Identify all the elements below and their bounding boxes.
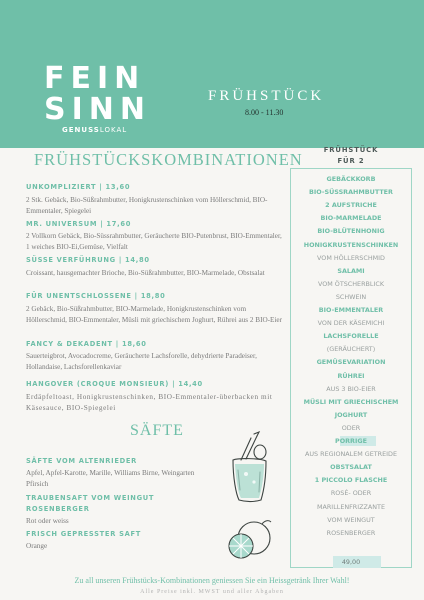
header-banner <box>0 0 424 148</box>
sidebar-item: 1 PICCOLO FLASCHE <box>314 476 388 485</box>
logo-subtitle-bold: GENUSS <box>62 126 100 134</box>
item-description: 2 Vollkorn Gebäck, Bio-Süssrahmbutter, Geräucherte BIO-Putenbrust, BIO-Emmentaler, 1 weiches BIO-Ei,Gemüse, Vielfalt <box>26 232 282 251</box>
sidebar-item: PORRIGE <box>335 437 367 445</box>
sidebar-item: SCHWEIN <box>335 292 367 301</box>
sidebar-price: 49,00 <box>341 558 361 566</box>
sidebar-item: (GERÄUCHERT) <box>326 345 376 354</box>
citrus-drawing <box>224 516 276 562</box>
item-description: Croissant, hausgemachter Brioche, Bio-Süßrahmbutter, BIO-Marmelade, Obstsalat <box>26 269 265 277</box>
footer-price-note: Alle Preise inkl. MWST und aller Abgaben <box>140 589 284 595</box>
section-title-juices: SÄFTE <box>130 422 184 439</box>
logo-subtitle <box>62 126 127 134</box>
item-title: SÄFTE VOM ALTENRIEDER <box>26 457 137 465</box>
sidebar-item: GEMÜSEVARIATION <box>316 358 386 367</box>
opening-hours: 8.00 - 11.30 <box>245 108 284 117</box>
item-description: 2 Gebäck, Bio-Süßrahmbutter, BIO-Marmelade, Honigkrustenschinken vom Höllerschmid, BIO-Emmentaler, Müsli mit griechischem Joghurt, Rührei aus 2 BIO-Eier <box>26 305 283 324</box>
sidebar-item: ODER <box>341 423 361 432</box>
sidebar-item: VON DER KÄSEMICHI <box>317 319 385 328</box>
sidebar-item: OBSTSALAT <box>330 463 372 472</box>
sidebar-item: BIO-MARMELADE <box>320 214 382 223</box>
item-title: HANGOVER (CROQUE MONSIEUR) | 14,40 <box>26 380 203 388</box>
sidebar-item: VOM ÖTSCHERBLICK <box>317 279 385 288</box>
item-title: FRISCH GEPRESSTER SAFT <box>26 530 141 538</box>
item-description: 2 Stk. Gebäck, Bio-Süßrahmbutter, Honigkrustenschinken vom Höllerschmid, BIO-Emmentaler, Spiegelei <box>26 196 268 215</box>
sidebar-item: ROSENBERGER <box>326 528 376 537</box>
juice-glass-drawing <box>224 430 274 504</box>
footer-note: Zu all unseren Frühstücks-Kombinationen geniessen Sie ein Heissgetränk Ihrer Wahl! <box>74 576 350 585</box>
item-description: Erdäpfeltoast, Honigkrustenschinken, BIO-Emmentaler-überbacken mit Käsesauce, BIO-Spiegelei <box>26 393 273 412</box>
sidebar-title-line-2: FÜR 2 <box>337 157 365 165</box>
section-title-combinations: FRÜHSTÜCKSKOMBINATIONEN <box>34 150 303 169</box>
item-title: FÜR UNENTSCHLOSSENE | 18,80 <box>26 292 166 300</box>
item-title: ROSENBERGER <box>26 505 90 513</box>
sidebar-item: MÜSLI MIT GRIECHISCHEM <box>303 397 399 406</box>
sidebar-item: VOM WEINGUT <box>327 515 375 524</box>
sidebar-item: BIO-EMMENTALER <box>318 306 384 314</box>
sidebar-item: MARILLENFRIZZANTE <box>316 502 385 511</box>
item-title: MR. UNIVERSUM | 17,60 <box>26 220 132 228</box>
item-title: TRAUBENSAFT VOM WEINGUT <box>26 494 155 502</box>
sidebar-item: GEBÄCKKORB <box>326 175 376 183</box>
sidebar-item: VOM HÖLLERSCHMID <box>317 253 385 262</box>
sidebar-item: AUS 3 BIO-EIER <box>326 384 376 393</box>
item-title: FANCY & DEKADENT | 18,60 <box>26 340 147 348</box>
sidebar-item: 2 AUFSTRICHE <box>325 201 377 210</box>
item-title: UNKOMPLIZIERT | 13,60 <box>26 183 131 191</box>
sidebar-item: BIO-BLÜTENHONIG <box>317 227 385 236</box>
logo <box>44 63 151 125</box>
sidebar-item: JOGHURT <box>334 410 368 419</box>
item-description: Orange <box>26 542 48 550</box>
sidebar-item: BIO-SÜSSRAHMBUTTER <box>309 188 393 197</box>
item-title: SÜSSE VERFÜHRUNG | 14,80 <box>26 256 150 264</box>
item-description: Sauerteigbrot, Avocadocreme, Geräucherte Lachsforelle, dehydrierte Paradeiser, Hollandaise, Lachsforellenkaviar <box>26 352 257 371</box>
item-description: Rot oder weiss <box>26 517 69 525</box>
logo-subtitle-rest: LOKAL <box>99 126 128 134</box>
logo-line-1: FEIN <box>44 61 146 96</box>
logo-line-2: SINN <box>44 92 151 127</box>
sidebar-title <box>290 145 412 167</box>
sidebar-title-line-1: FRÜHSTÜCK <box>323 146 379 154</box>
sidebar-item: AUS REGIONALEM GETREIDE <box>305 450 397 459</box>
menu-title: FRÜHSTÜCK <box>208 88 325 104</box>
sidebar-item: HONIGKRUSTENSCHINKEN <box>303 240 399 249</box>
sidebar-item: ROSÉ- ODER <box>330 489 372 498</box>
item-description: Apfel, Apfel-Karotte, Marille, Williams Birne, Weingarten Pfirsich <box>26 469 195 488</box>
sidebar-item: LACHSFORELLE <box>323 332 379 341</box>
sidebar-item: RÜHREI <box>337 371 365 380</box>
sidebar-item: SALAMI <box>337 266 365 275</box>
